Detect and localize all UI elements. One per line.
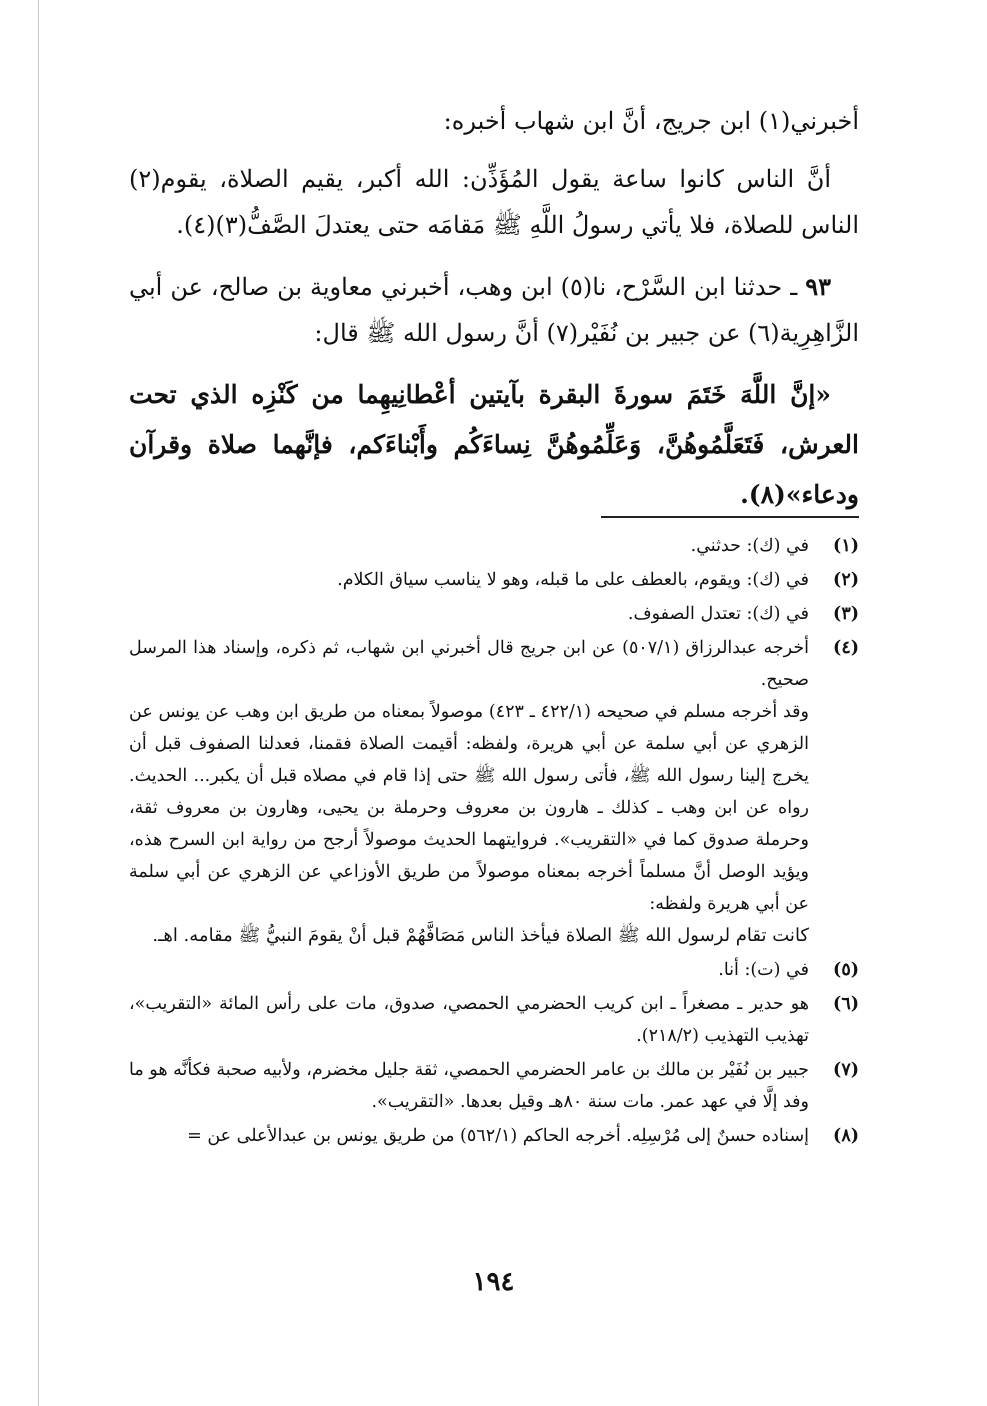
footnote-number: (١) (833, 536, 859, 556)
footnote (129, 632, 859, 952)
footnote-paragraph: وقد أخرجه مسلم في صحيحه (٤٢٢/١ ـ ٤٢٣) موصولاً بمعناه من طريق ابن وهب عن يونس عن الزهري عن أبي سلمة عن أبي هريرة، ولفظه: أقيمت الصلاة فقمنا، فعدلنا الصفوف قبل أن يخرج إلينا رسول الله ﷺ، فأتى رسول الله ﷺ حتى إذا قام في مصلاه قبل أن يكبر... الحديث. رواه عن ابن وهب ـ كذلك ـ هارون بن معروف وحرملة بن يحيى، وهارون بن معروف ثقة، وحرملة صدوق كما في «التقريب». فروايتهما الحديث موصولاً أرجح من رواية ابن السرح هذه، ويؤيد الوصل أنَّ مسلماً أخرجه بمعناه موصولاً من طريق الأوزاعي عن الزهري عن أبي سلمة عن أبي هريرة ولفظه: (129, 702, 809, 914)
footnote (129, 598, 859, 630)
main-text (129, 98, 859, 520)
footnote-text: في (ك): ويقوم، بالعطف على ما قبله، وهو لا يناسب سياق الكلام. (337, 570, 809, 590)
footnote-text: في (ت): أنا. (718, 960, 809, 980)
footnote-text (129, 632, 809, 952)
footnote-quote: كانت تقام لرسول الله ﷺ الصلاة فيأخذ الناس مَصَافَّهُمْ قبل أنْ يقومَ النبيُّ ﷺ مقامه. اهـ. (152, 925, 809, 946)
footnote-number: (٧) (833, 1060, 859, 1080)
hadith-text: «إنَّ اللَّهَ خَتَمَ سورةَ البقرة بآيتين أعْطانِيهِما من كَنْزِه الذي تحت العرش، فَتَعَلَّمُوهُنَّ، وَعَلِّمُوهُنَّ نِساءَكُم وأَبْناءَكم، فإنَّهما صلاة وقرآن ودعاء»(٨). (129, 380, 859, 509)
scan-edge-line (38, 0, 39, 1406)
hadith-number: ٩٣ (805, 272, 831, 301)
footnote (129, 954, 859, 986)
paragraph-athar: أنَّ الناس كانوا ساعة يقول المُؤَذِّن: الله أكبر، يقيم الصلاة، يقوم(٢) الناس للصلاة، فلا يأتي رسولُ اللَّهِ ﷺ مَقامَه حتى يعتدلَ الصَّفُّ(٣)(٤). (129, 165, 859, 239)
footnote-number: (٨) (833, 1126, 859, 1146)
footnote-number: (٢) (833, 570, 859, 590)
footnote-number: (٥) (833, 960, 859, 980)
footnote-paragraph: أخرجه عبدالرزاق (٥٠٧/١) عن ابن جريج قال أخبرني ابن شهاب، ثم ذكره، وإسناد هذا المرسل صحيح. (129, 638, 809, 690)
footnotes (129, 530, 859, 1154)
paragraph-isnad (129, 264, 859, 356)
footnote-text: في (ك): تعتدل الصفوف. (627, 604, 809, 624)
paragraph-chain: أخبرني(١) ابن جريج، أنَّ ابن شهاب أخبره: (443, 107, 859, 135)
footnote-number: (٦) (833, 994, 859, 1014)
footnote-text: في (ك): حدثني. (690, 536, 809, 556)
footnote-text: هو حدير ـ مصغراً ـ ابن كريب الحضرمي الحمصي، صدوق، مات على رأس المائة «التقريب»، تهذيب التهذيب (٢١٨/٢). (129, 994, 809, 1046)
isnad-text: ـ حدثنا ابن السَّرْح، نا(٥) ابن وهب، أخبرني معاوية بن صالح، عن أبي الزَّاهِرِية(٦) عن جبير بن نُفَيْر(٧) أنَّ رسول الله ﷺ قال: (129, 273, 859, 347)
footnote (129, 530, 859, 562)
page-number: ١٩٤ (472, 1267, 515, 1297)
footnote (129, 1054, 859, 1118)
footnote-number: (٣) (833, 604, 859, 624)
footnote (129, 1120, 859, 1152)
footnote-text: إسناده حسنٌ إلى مُرْسِلِه. أخرجه الحاكم (٥٦٢/١) من طريق يونس بن عبدالأعلى عن = (187, 1126, 809, 1146)
footnote-divider (601, 516, 859, 518)
footnote-number: (٤) (833, 638, 859, 658)
footnote-text: جبير بن نُفَيْر بن مالك بن عامر الحضرمي الحمصي، ثقة جليل مخضرم، ولأبيه صحبة فكأنَّه هو ما وفد إلَّا في عهد عمر. مات سنة ٨٠هـ وقيل بعدها. «التقريب». (129, 1060, 809, 1112)
footnote (129, 564, 859, 596)
footnote (129, 988, 859, 1052)
